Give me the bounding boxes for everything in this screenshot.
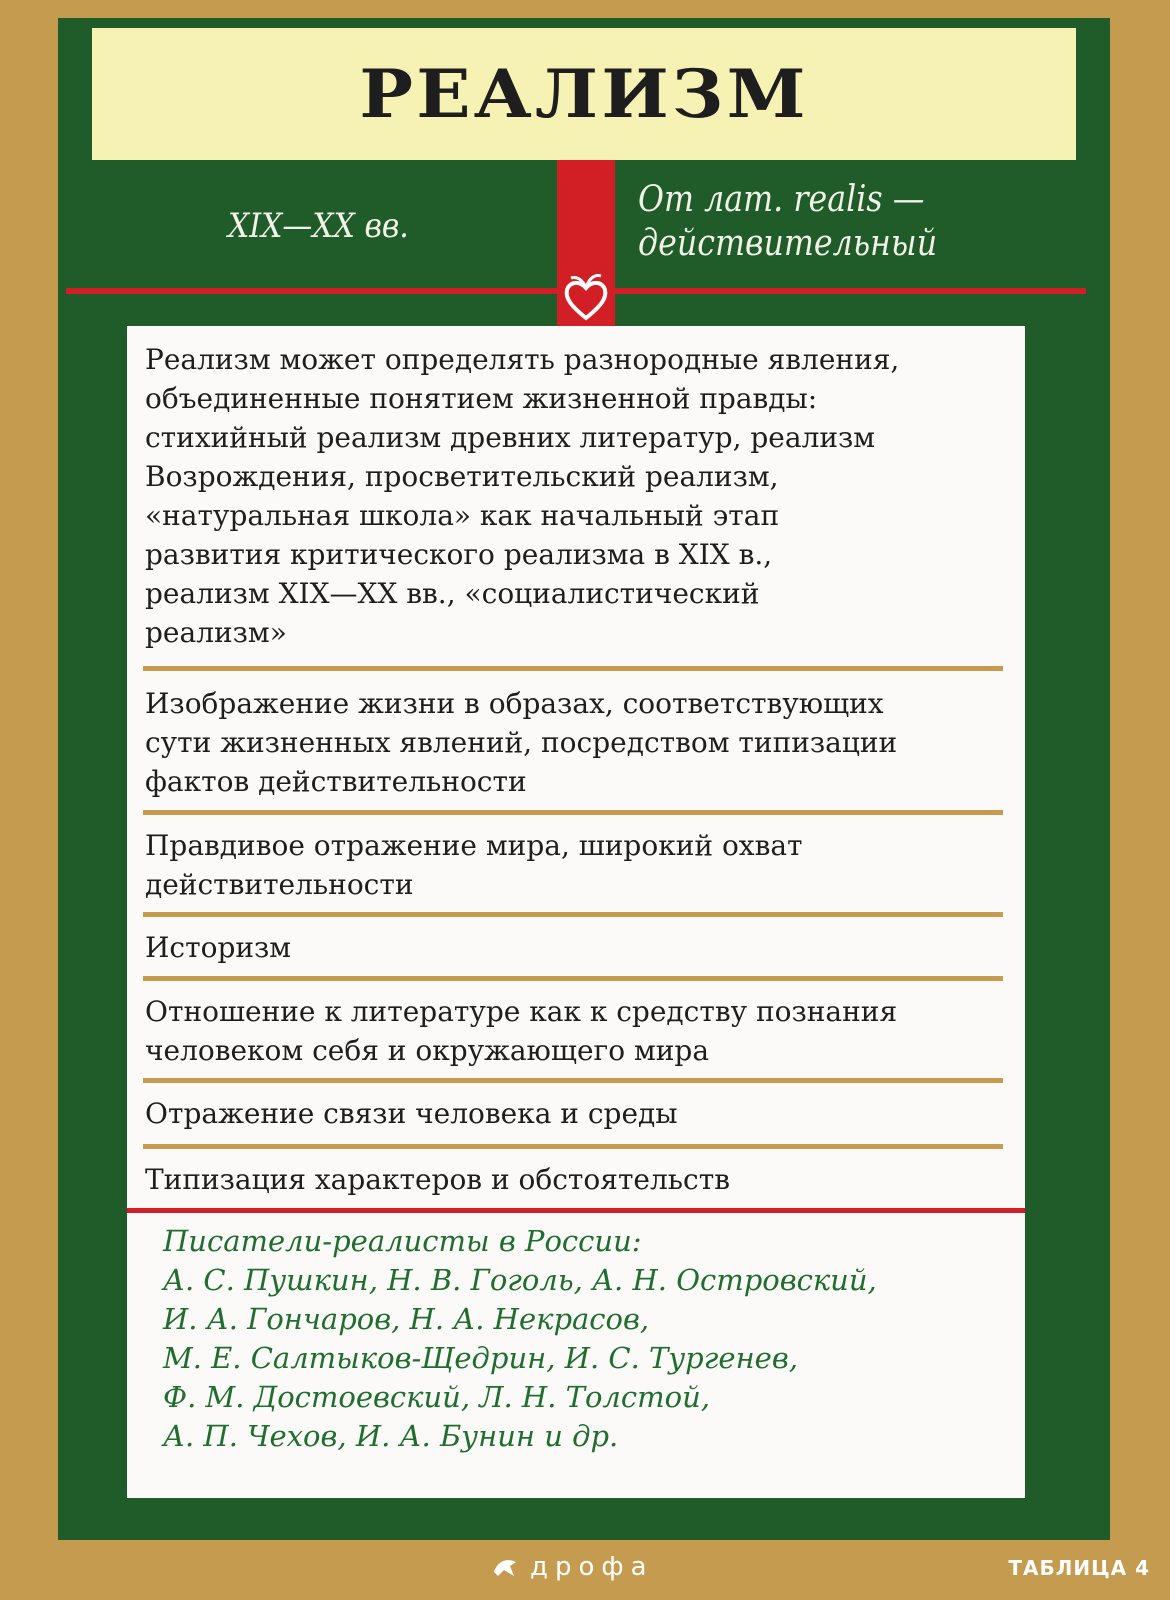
writers-line: А. С. Пушкин, Н. В. Гоголь, А. Н. Островский, (163, 1263, 877, 1297)
item-line: Изображение жизни в образах, соответствующих (145, 687, 884, 720)
publisher-name: дрофа (530, 1552, 654, 1582)
item-line: сути жизненных явлений, посредством типизации (145, 726, 898, 759)
item-line: человеком себя и окружающего мира (145, 1034, 710, 1067)
item-line: Историзм (145, 931, 292, 964)
item-divider (143, 666, 1003, 671)
feature-item (145, 340, 1015, 652)
item-line: «натуральная школа» как начальный этап (145, 499, 780, 532)
heart-emblem-icon (561, 268, 611, 324)
item-line: развития критического реализма в XIX в., (145, 538, 773, 571)
feature-item (145, 992, 1015, 1070)
item-divider (143, 912, 1003, 917)
item-line: стихийный реализм древних литератур, реализм (145, 421, 876, 454)
item-line: Типизация характеров и обстоятельств (145, 1163, 730, 1196)
etymology-line: действительный (638, 223, 938, 264)
feature-item (145, 928, 1015, 967)
feature-item (145, 826, 1015, 904)
content-card (127, 326, 1025, 1498)
poster-panel (58, 18, 1110, 1540)
page-title: РЕАЛИЗМ (359, 55, 809, 133)
feature-item (145, 684, 1015, 801)
writers-block (163, 1222, 1013, 1456)
item-divider (143, 1078, 1003, 1083)
feature-item (145, 1160, 1015, 1199)
item-line: объединенные понятием жизненной правды: (145, 382, 818, 415)
publisher-logo (490, 1552, 654, 1582)
writers-line: А. П. Чехов, И. А. Бунин и др. (163, 1419, 619, 1453)
etymology-line: От лат. realis — (638, 179, 925, 220)
publisher-bird-icon (490, 1554, 520, 1580)
section-divider-red (127, 1208, 1025, 1213)
title-banner (92, 28, 1076, 160)
item-line: Реализм может определять разнородные явления, (145, 343, 900, 376)
etymology-note (638, 178, 1008, 266)
writers-line: Ф. М. Достоевский, Л. Н. Толстой, (163, 1380, 710, 1414)
item-line: действительности (145, 868, 414, 901)
item-divider (143, 810, 1003, 815)
item-line: Отношение к литературе как к средству познания (145, 995, 898, 1028)
item-line: Возрождения, просветительский реализм, (145, 460, 779, 493)
table-number: ТАБЛИЦА 4 (1008, 1556, 1150, 1580)
writers-line: М. Е. Салтыков-Щедрин, И. С. Тургенев, (163, 1341, 798, 1375)
item-line: реализм XIX—XX вв., «социалистический (145, 577, 760, 610)
item-line: фактов действительности (145, 765, 527, 798)
feature-item (145, 1094, 1015, 1133)
item-line: реализм» (145, 616, 287, 649)
item-divider (143, 976, 1003, 981)
era-label: XIX—XX вв. (228, 206, 409, 246)
item-line: Отражение связи человека и среды (145, 1097, 678, 1130)
writers-line: И. А. Гончаров, Н. А. Некрасов, (163, 1302, 650, 1336)
item-divider (143, 1144, 1003, 1149)
item-line: Правдивое отражение мира, широкий охват (145, 829, 803, 862)
writers-heading: Писатели-реалисты в России: (163, 1224, 642, 1258)
